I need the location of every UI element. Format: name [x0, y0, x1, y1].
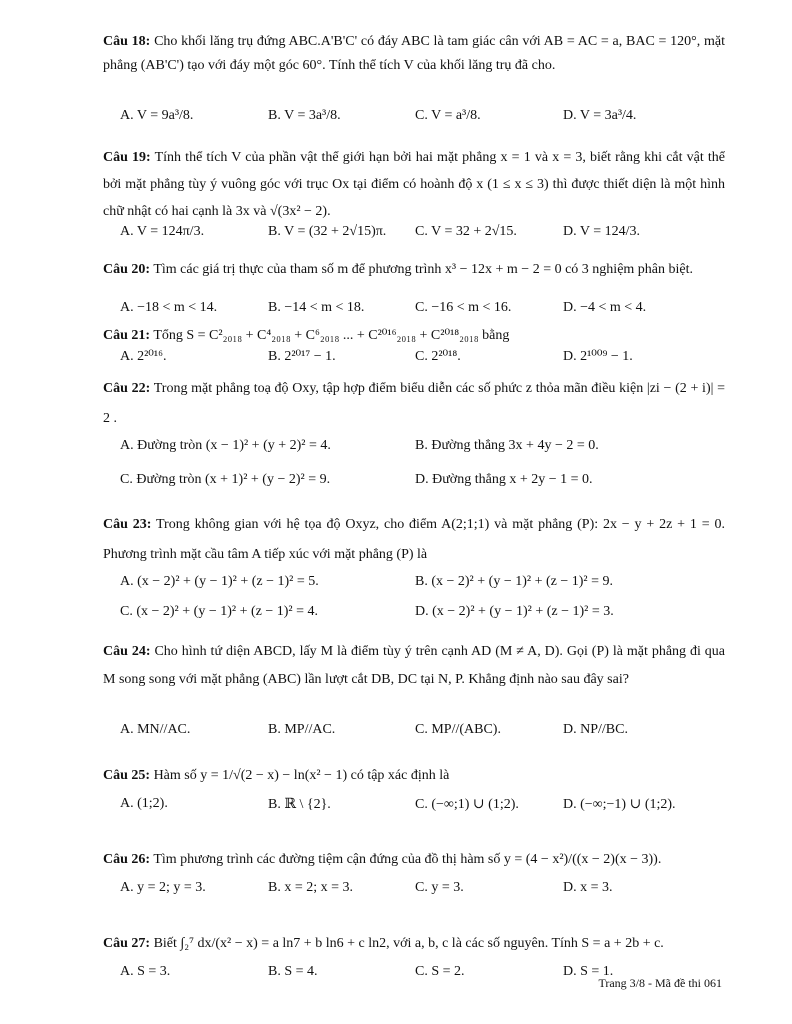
- question-label: Câu 20:: [103, 262, 151, 277]
- answer-d[interactable]: D. (−∞;−1) ∪ (1;2).: [563, 797, 676, 812]
- answers-21: [103, 348, 725, 374]
- answer-a[interactable]: A. S = 3.: [120, 964, 171, 979]
- answer-d[interactable]: D. S = 1.: [563, 964, 614, 979]
- question-label: Câu 23:: [103, 517, 152, 532]
- answer-b[interactable]: B. x = 2; x = 3.: [268, 880, 354, 895]
- answers-25: [103, 796, 725, 840]
- answer-c[interactable]: C. (x − 2)² + (y − 1)² + (z − 1)² = 4.: [120, 604, 318, 619]
- answer-d[interactable]: D. Đường thẳng x + 2y − 1 = 0.: [415, 472, 593, 487]
- answers-22-row2: [103, 472, 725, 510]
- exam-page: [103, 30, 725, 992]
- question-text: Tính thể tích V của phần vật thể giới hạn bởi hai mặt phẳng x = 1 và x = 3, biết rằng khi cắt vật thể bởi mặt phẳng tùy ý vuông góc với trục Ox tại điểm có hoành độ x (1 ≤ x ≤ 3) thì được thiết diện là một hình chữ nhật có hai cạnh là 3x và √(3x² − 2).: [103, 150, 726, 219]
- answer-b[interactable]: B. ℝ \ {2}.: [268, 797, 331, 812]
- question-18: [103, 30, 725, 108]
- answer-d[interactable]: D. V = 124/3.: [563, 224, 640, 239]
- question-24: [103, 638, 725, 722]
- question-label: Câu 26:: [103, 852, 151, 867]
- answers-20: [103, 300, 725, 324]
- answer-a[interactable]: A. y = 2; y = 3.: [120, 880, 206, 895]
- question-text: Tổng S = C²₂₀₁₈ + C⁴₂₀₁₈ + C⁶₂₀₁₈ ... + C²⁰¹⁶₂₀₁₈ + C²⁰¹⁸₂₀₁₈ bằng: [153, 328, 510, 343]
- answer-c[interactable]: C. V = a³/8.: [415, 108, 481, 123]
- question-21: [103, 324, 725, 348]
- question-label: Câu 18:: [103, 34, 151, 49]
- answer-a[interactable]: A. −18 < m < 14.: [120, 300, 218, 315]
- question-27: [103, 924, 725, 964]
- question-20: [103, 260, 725, 300]
- answer-a[interactable]: A. MN//AC.: [120, 722, 191, 737]
- answer-d[interactable]: D. (x − 2)² + (y − 1)² + (z − 1)² = 3.: [415, 604, 614, 619]
- question-22: [103, 374, 725, 438]
- answers-18: [103, 108, 725, 144]
- answer-a[interactable]: A. V = 124π/3.: [120, 224, 205, 239]
- answer-b[interactable]: B. (x − 2)² + (y − 1)² + (z − 1)² = 9.: [415, 574, 613, 589]
- question-26: [103, 840, 725, 880]
- question-text: Tìm các giá trị thực của tham số m để phương trình x³ − 12x + m − 2 = 0 có 3 nghiệm phân biệt.: [153, 262, 694, 277]
- answer-d[interactable]: D. NP//BC.: [563, 722, 628, 737]
- answer-c[interactable]: C. S = 2.: [415, 964, 465, 979]
- answer-b[interactable]: B. Đường thẳng 3x + 4y − 2 = 0.: [415, 438, 599, 453]
- answer-d[interactable]: D. −4 < m < 4.: [563, 300, 647, 315]
- question-25: [103, 756, 725, 796]
- answer-b[interactable]: B. V = (32 + 2√15)π.: [268, 224, 387, 239]
- question-text: Cho khối lăng trụ đứng ABC.A'B'C' có đáy ABC là tam giác cân với AB = AC = a, BAC = 120°, mặt phẳng (AB'C') tạo với đáy một góc 60°. Tính thể tích V của khối lăng trụ đã cho.: [103, 34, 726, 73]
- answer-c[interactable]: C. (−∞;1) ∪ (1;2).: [415, 797, 519, 812]
- answer-a[interactable]: A. (x − 2)² + (y − 1)² + (z − 1)² = 5.: [120, 574, 319, 589]
- answer-d[interactable]: D. x = 3.: [563, 880, 613, 895]
- question-text: Hàm số y = 1/√(2 − x) − ln(x² − 1) có tập xác định là: [153, 768, 450, 783]
- question-text: Cho hình tứ diện ABCD, lấy M là điểm tùy ý trên cạnh AD (M ≠ A, D). Gọi (P) là mặt phẳng đi qua M song song với mặt phẳng (ABC) lần lượt cắt DB, DC tại N, P. Khẳng định nào sau đây sai?: [103, 644, 726, 687]
- answer-c[interactable]: C. −16 < m < 16.: [415, 300, 512, 315]
- answers-23-row2: [103, 604, 725, 638]
- question-label: Câu 22:: [103, 381, 151, 396]
- answer-c[interactable]: C. V = 32 + 2√15.: [415, 224, 517, 239]
- question-text: Trong không gian với hệ tọa độ Oxyz, cho điểm A(2;1;1) và mặt phẳng (P): 2x − y + 2z + 1 = 0. Phương trình mặt cầu tâm A tiếp xúc với mặt phẳng (P) là: [103, 517, 726, 562]
- answer-b[interactable]: B. S = 4.: [268, 964, 318, 979]
- answers-23-row1: [103, 574, 725, 604]
- page-footer: Trang 3/8 - Mã đề thi 061: [598, 976, 722, 990]
- answers-24: [103, 722, 725, 756]
- answers-19: [103, 224, 725, 260]
- question-label: Câu 21:: [103, 328, 151, 343]
- answer-d[interactable]: D. V = 3a³/4.: [563, 108, 637, 123]
- question-text: Biết ∫₂⁷ dx/(x² − x) = a ln7 + b ln6 + c ln2, với a, b, c là các số nguyên. Tính S = a + 2b + c.: [153, 936, 664, 951]
- answer-b[interactable]: B. 2²⁰¹⁷ − 1.: [268, 349, 336, 364]
- answer-b[interactable]: B. MP//AC.: [268, 722, 336, 737]
- answer-a[interactable]: A. (1;2).: [120, 796, 168, 811]
- answer-c[interactable]: C. Đường tròn (x + 1)² + (y − 2)² = 9.: [120, 472, 331, 487]
- answer-a[interactable]: A. 2²⁰¹⁶.: [120, 349, 167, 364]
- answer-d[interactable]: D. 2¹⁰⁰⁹ − 1.: [563, 349, 633, 364]
- answer-b[interactable]: B. −14 < m < 18.: [268, 300, 365, 315]
- answers-22-row1: [103, 438, 725, 472]
- answer-c[interactable]: C. y = 3.: [415, 880, 464, 895]
- question-19: [103, 144, 725, 224]
- answer-a[interactable]: A. V = 9a³/8.: [120, 108, 194, 123]
- answer-b[interactable]: B. V = 3a³/8.: [268, 108, 341, 123]
- question-23: [103, 510, 725, 574]
- answer-a[interactable]: A. Đường tròn (x − 1)² + (y + 2)² = 4.: [120, 438, 331, 453]
- question-text: Tìm phương trình các đường tiệm cận đứng của đồ thị hàm số y = (4 − x²)/((x − 2)(x − 3)).: [153, 852, 662, 867]
- answers-26: [103, 880, 725, 924]
- question-label: Câu 27:: [103, 936, 151, 951]
- question-label: Câu 19:: [103, 150, 151, 165]
- answer-c[interactable]: C. 2²⁰¹⁸.: [415, 349, 461, 364]
- question-label: Câu 25:: [103, 768, 151, 783]
- question-text: Trong mặt phẳng toạ độ Oxy, tập hợp điểm biểu diễn các số phức z thỏa mãn điều kiện |zi − (2 + i)| = 2 .: [103, 381, 726, 426]
- question-label: Câu 24:: [103, 644, 151, 659]
- answer-c[interactable]: C. MP//(ABC).: [415, 722, 501, 737]
